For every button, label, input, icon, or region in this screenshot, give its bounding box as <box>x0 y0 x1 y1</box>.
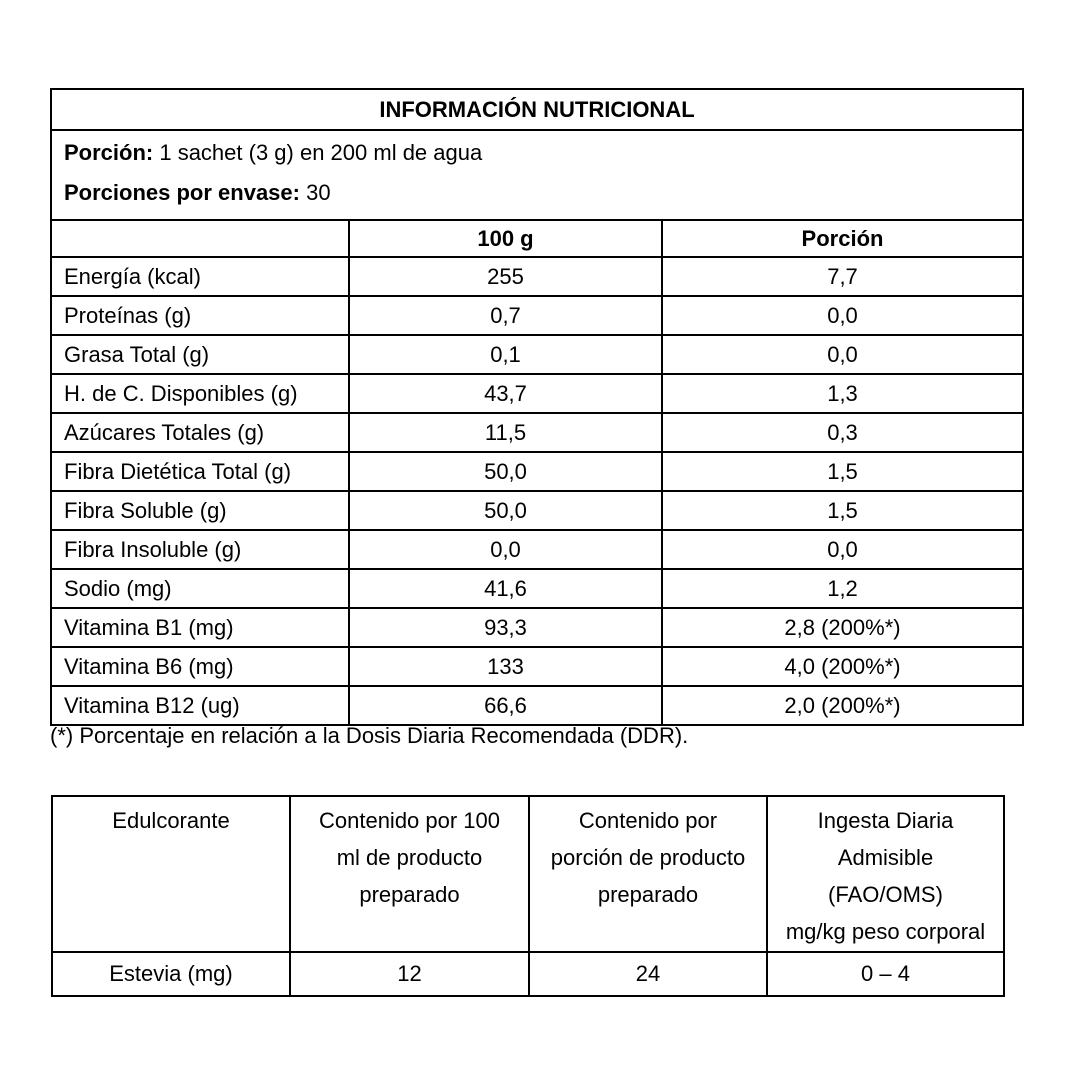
per-portion-value: 0,0 <box>662 296 1023 335</box>
sweetener-per-100ml: 12 <box>290 952 529 996</box>
per-portion-value: 2,8 (200%*) <box>662 608 1023 647</box>
per-100g-value: 0,0 <box>349 530 662 569</box>
per-portion-value: 0,3 <box>662 413 1023 452</box>
sweetener-header-contenido-porcion <box>529 796 767 952</box>
servings-per-container-label: Porciones por envase: <box>64 180 300 205</box>
nutrient-label: Sodio (mg) <box>51 569 349 608</box>
table-row-fibra-dietetica <box>51 452 1023 491</box>
per-100g-value: 0,7 <box>349 296 662 335</box>
serving-size-value: 1 sachet (3 g) en 200 ml de agua <box>153 140 483 165</box>
table-row-grasa-total <box>51 335 1023 374</box>
per-portion-value: 1,2 <box>662 569 1023 608</box>
per-portion-value: 1,3 <box>662 374 1023 413</box>
nutrient-label: Vitamina B1 (mg) <box>51 608 349 647</box>
per-100g-value: 0,1 <box>349 335 662 374</box>
table-row-fibra-insoluble <box>51 530 1023 569</box>
table-row-proteinas <box>51 296 1023 335</box>
per-portion-value: 1,5 <box>662 452 1023 491</box>
nutrient-label: Azúcares Totales (g) <box>51 413 349 452</box>
per-portion-value: 0,0 <box>662 530 1023 569</box>
table-row-vitamina-b1 <box>51 608 1023 647</box>
table-row-fibra-soluble <box>51 491 1023 530</box>
nutrient-label: Fibra Insoluble (g) <box>51 530 349 569</box>
column-header-100g: 100 g <box>349 220 662 257</box>
header-line: preparado <box>597 882 699 907</box>
per-100g-value: 66,6 <box>349 686 662 725</box>
sweetener-header-ingesta-diaria <box>767 796 1004 952</box>
sweetener-header-contenido-100ml <box>290 796 529 952</box>
nutrition-table-title-row <box>51 89 1023 130</box>
nutrition-table-title: INFORMACIÓN NUTRICIONAL <box>51 89 1023 130</box>
per-portion-value: 1,5 <box>662 491 1023 530</box>
header-line: ml de producto <box>336 845 483 870</box>
nutrient-label: Energía (kcal) <box>51 257 349 296</box>
sweetener-name: Estevia (mg) <box>52 952 290 996</box>
per-portion-value: 2,0 (200%*) <box>662 686 1023 725</box>
per-100g-value: 43,7 <box>349 374 662 413</box>
header-line: Admisible <box>837 845 934 870</box>
nutrition-table <box>50 88 1024 726</box>
nutrient-label: Vitamina B6 (mg) <box>51 647 349 686</box>
sweetener-data-row <box>52 952 1004 996</box>
serving-size-label: Porción: <box>64 140 154 165</box>
serving-info-cell <box>51 130 1023 220</box>
per-portion-value: 0,0 <box>662 335 1023 374</box>
header-line: (FAO/OMS) <box>828 882 943 907</box>
table-row-vitamina-b6 <box>51 647 1023 686</box>
per-100g-value: 93,3 <box>349 608 662 647</box>
per-100g-value: 50,0 <box>349 491 662 530</box>
serving-info-row <box>51 130 1023 220</box>
sweetener-header-edulcorante <box>52 796 290 952</box>
column-header-porcion: Porción <box>662 220 1023 257</box>
per-100g-value: 255 <box>349 257 662 296</box>
per-100g-value: 11,5 <box>349 413 662 452</box>
sweetener-daily-intake: 0 – 4 <box>767 952 1004 996</box>
header-line: Ingesta Diaria <box>817 808 954 833</box>
table-row-hc-disponibles <box>51 374 1023 413</box>
nutrient-label: Proteínas (g) <box>51 296 349 335</box>
nutrient-label: Vitamina B12 (ug) <box>51 686 349 725</box>
per-portion-value: 4,0 (200%*) <box>662 647 1023 686</box>
ddr-footnote: (*) Porcentaje en relación a la Dosis Diaria Recomendada (DDR). <box>50 723 689 748</box>
per-100g-value: 41,6 <box>349 569 662 608</box>
header-line: Contenido por <box>578 808 718 833</box>
header-line: porción de producto <box>550 845 746 870</box>
per-100g-value: 50,0 <box>349 452 662 491</box>
table-row-vitamina-b12 <box>51 686 1023 725</box>
servings-per-container-line <box>64 173 1010 213</box>
per-portion-value: 7,7 <box>662 257 1023 296</box>
sweetener-table <box>51 795 1005 997</box>
header-line: Edulcorante <box>112 808 230 833</box>
table-row-sodio <box>51 569 1023 608</box>
header-line: Contenido por 100 <box>318 808 501 833</box>
nutrient-label: Fibra Dietética Total (g) <box>51 452 349 491</box>
sweetener-per-portion: 24 <box>529 952 767 996</box>
column-header-empty <box>51 220 349 257</box>
column-header-row <box>51 220 1023 257</box>
sweetener-header-row <box>52 796 1004 952</box>
serving-size-line <box>64 133 1010 173</box>
table-row-azucares-totales <box>51 413 1023 452</box>
nutrient-label: Grasa Total (g) <box>51 335 349 374</box>
nutrient-label: Fibra Soluble (g) <box>51 491 349 530</box>
nutrient-label: H. de C. Disponibles (g) <box>51 374 349 413</box>
servings-per-container-value: 30 <box>299 180 331 205</box>
header-line: preparado <box>359 882 460 907</box>
header-line: mg/kg peso corporal <box>785 919 986 944</box>
per-100g-value: 133 <box>349 647 662 686</box>
table-row-energia <box>51 257 1023 296</box>
